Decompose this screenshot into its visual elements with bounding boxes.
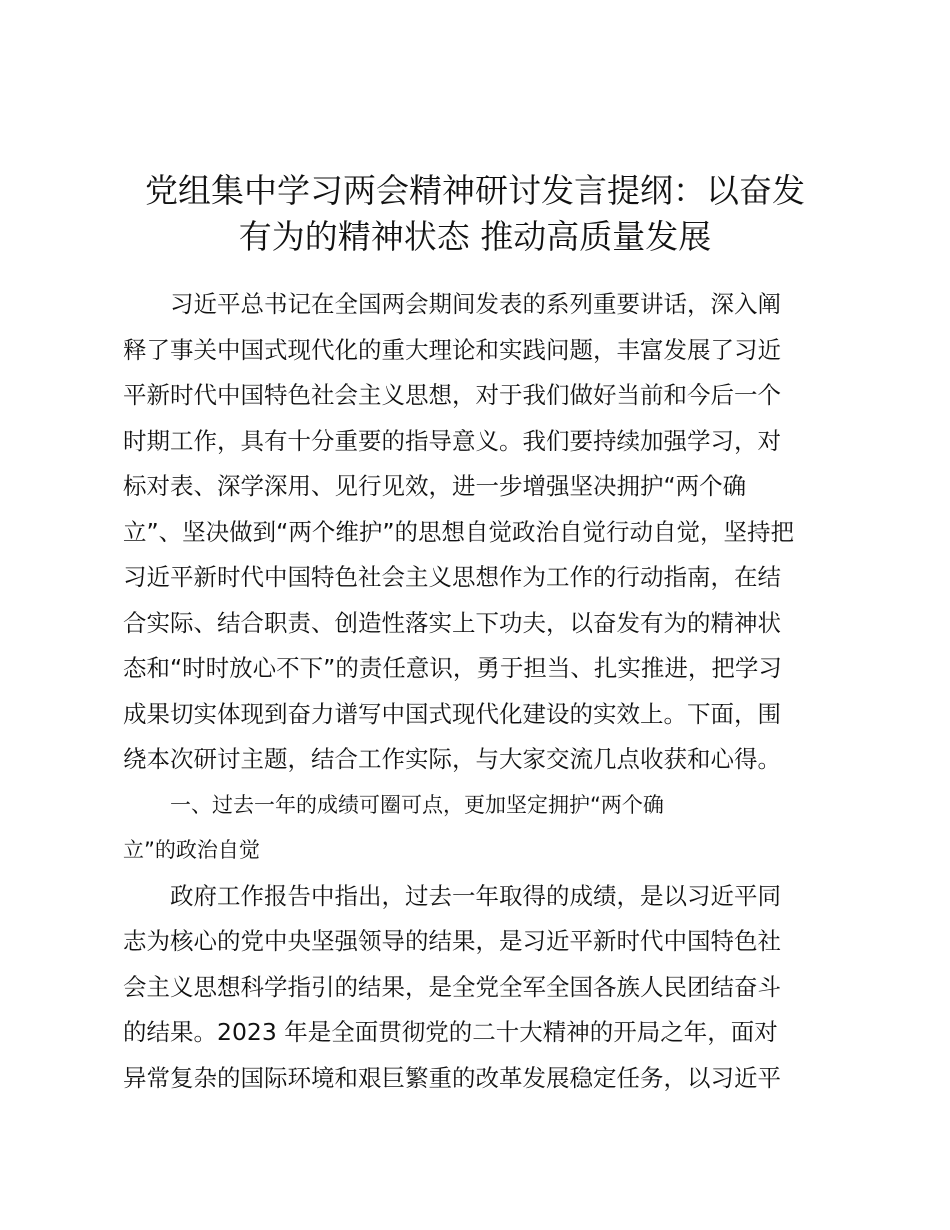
paragraph-line: 立”、坚决做到“两个维护”的思想自觉政治自觉行动自觉，坚持把 <box>123 517 795 546</box>
paragraph-line: 政府工作报告中指出，过去一年取得的成绩，是以习近平同 <box>170 881 781 910</box>
paragraph-line: 习近平总书记在全国两会期间发表的系列重要讲话，深入阐 <box>170 290 781 318</box>
title-line-1: 党组集中学习两会精神研讨发言提纲：以奋发 <box>145 171 805 210</box>
paragraph-line: 习近平新时代中国特色社会主义思想作为工作的行动指南，在结 <box>123 563 781 591</box>
section-heading-1 <box>123 783 843 874</box>
document-title <box>120 168 830 260</box>
document-body <box>123 282 843 1101</box>
paragraph-section-1 <box>123 874 843 1102</box>
paragraph-line: 志为核心的党中央坚强领导的结果，是习近平新时代中国特色社 <box>123 927 781 955</box>
paragraph-intro <box>123 282 843 783</box>
paragraph-line: 平新时代中国特色社会主义思想，对于我们做好当前和今后一个 <box>123 381 781 409</box>
paragraph-line: 异常复杂的国际环境和艰巨繁重的改革发展稳定任务，以习近平 <box>123 1063 781 1092</box>
heading-line: 立”的政治自觉 <box>123 838 260 862</box>
paragraph-line: 的结果。2023 年是全面贯彻党的二十大精神的开局之年，面对 <box>123 1018 778 1046</box>
heading-line: 一、过去一年的成绩可圈可点，更加坚定拥护“两个确 <box>170 792 664 817</box>
paragraph-line: 标对表、深学深用、见行见效，进一步增强坚决拥护“两个确 <box>123 472 747 500</box>
paragraph-line: 成果切实体现到奋力谱写中国式现代化建设的实效上。下面，围 <box>123 699 781 728</box>
paragraph-line: 会主义思想科学指引的结果，是全党全军全国各族人民团结奋斗 <box>123 972 781 1001</box>
paragraph-line: 合实际、结合职责、创造性落实上下功夫，以奋发有为的精神状 <box>123 608 781 637</box>
title-line-2: 有为的精神状态 推动高质量发展 <box>238 217 712 256</box>
paragraph-line: 态和“时时放心不下”的责任意识，勇于担当、扎实推进，把学习 <box>123 654 782 682</box>
paragraph-line: 绕本次研讨主题，结合工作实际，与大家交流几点收获和心得。 <box>123 745 781 773</box>
paragraph-line: 时期工作，具有十分重要的指导意义。我们要持续加强学习，对 <box>123 426 781 455</box>
paragraph-line: 释了事关中国式现代化的重大理论和实践问题，丰富发展了习近 <box>123 335 781 364</box>
